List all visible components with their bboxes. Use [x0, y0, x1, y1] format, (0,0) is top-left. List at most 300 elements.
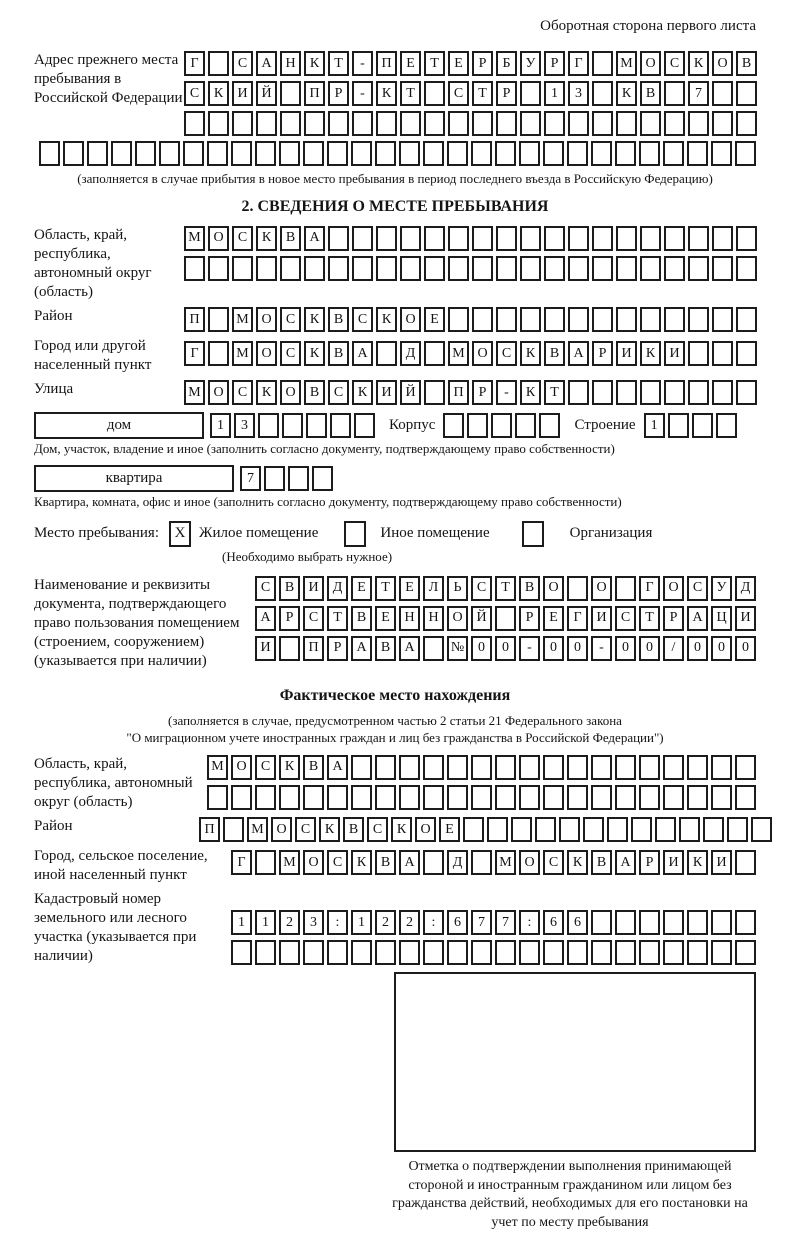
- char-box[interactable]: [664, 81, 685, 106]
- char-box[interactable]: [264, 466, 285, 491]
- char-box[interactable]: [424, 341, 445, 366]
- char-box[interactable]: [668, 413, 689, 438]
- char-box[interactable]: [735, 755, 756, 780]
- char-box[interactable]: К: [351, 850, 372, 875]
- char-box[interactable]: [711, 940, 732, 965]
- char-box[interactable]: [687, 785, 708, 810]
- char-box[interactable]: -: [352, 51, 373, 76]
- char-box[interactable]: О: [472, 341, 493, 366]
- cadastre-row-2[interactable]: [231, 940, 756, 965]
- char-box[interactable]: [399, 940, 420, 965]
- char-box[interactable]: Е: [375, 606, 396, 631]
- char-box[interactable]: [208, 256, 229, 281]
- char-box[interactable]: [208, 341, 229, 366]
- char-box[interactable]: Е: [400, 51, 421, 76]
- house-type-box[interactable]: дом: [34, 412, 204, 439]
- char-box[interactable]: [664, 380, 685, 405]
- char-box[interactable]: Т: [328, 51, 349, 76]
- char-box[interactable]: [615, 785, 636, 810]
- char-box[interactable]: К: [567, 850, 588, 875]
- char-box[interactable]: [184, 111, 205, 136]
- char-box[interactable]: [519, 785, 540, 810]
- char-box[interactable]: [567, 785, 588, 810]
- char-box[interactable]: [256, 256, 277, 281]
- char-box[interactable]: [664, 111, 685, 136]
- char-box[interactable]: [616, 380, 637, 405]
- korpus-boxes[interactable]: [443, 413, 560, 438]
- char-box[interactable]: Т: [400, 81, 421, 106]
- prev-address-row-2[interactable]: [184, 81, 757, 106]
- char-box[interactable]: Р: [328, 81, 349, 106]
- char-box[interactable]: В: [279, 576, 300, 601]
- char-box[interactable]: [255, 141, 276, 166]
- char-box[interactable]: Т: [472, 81, 493, 106]
- char-box[interactable]: П: [303, 636, 324, 661]
- char-box[interactable]: 1: [210, 413, 231, 438]
- char-box[interactable]: В: [280, 226, 301, 251]
- char-box[interactable]: -: [352, 81, 373, 106]
- cadastre-row-1[interactable]: [231, 910, 756, 935]
- char-box[interactable]: [280, 256, 301, 281]
- char-box[interactable]: [727, 817, 748, 842]
- char-box[interactable]: [327, 785, 348, 810]
- char-box[interactable]: К: [376, 81, 397, 106]
- char-box[interactable]: -: [496, 380, 517, 405]
- char-box[interactable]: Ц: [711, 606, 732, 631]
- char-box[interactable]: Г: [639, 576, 660, 601]
- char-box[interactable]: [688, 256, 709, 281]
- char-box[interactable]: [423, 940, 444, 965]
- char-box[interactable]: [615, 755, 636, 780]
- char-box[interactable]: [496, 307, 517, 332]
- char-box[interactable]: [183, 141, 204, 166]
- char-box[interactable]: И: [232, 81, 253, 106]
- char-box[interactable]: Д: [735, 576, 756, 601]
- char-box[interactable]: 0: [543, 636, 564, 661]
- char-box[interactable]: [607, 817, 628, 842]
- char-box[interactable]: Т: [639, 606, 660, 631]
- char-box[interactable]: О: [519, 850, 540, 875]
- char-box[interactable]: Е: [543, 606, 564, 631]
- char-box[interactable]: П: [376, 51, 397, 76]
- char-box[interactable]: [375, 755, 396, 780]
- char-box[interactable]: [736, 341, 757, 366]
- checkbox-residential[interactable]: X: [169, 521, 191, 547]
- char-box[interactable]: [303, 940, 324, 965]
- char-box[interactable]: В: [328, 307, 349, 332]
- char-box[interactable]: 2: [279, 910, 300, 935]
- char-box[interactable]: [736, 226, 757, 251]
- char-box[interactable]: Р: [472, 51, 493, 76]
- char-box[interactable]: [423, 755, 444, 780]
- char-box[interactable]: С: [184, 81, 205, 106]
- char-box[interactable]: [615, 910, 636, 935]
- char-box[interactable]: [351, 755, 372, 780]
- char-box[interactable]: [711, 141, 732, 166]
- char-box[interactable]: [400, 256, 421, 281]
- char-box[interactable]: [592, 380, 613, 405]
- char-box[interactable]: [495, 755, 516, 780]
- char-box[interactable]: [279, 141, 300, 166]
- char-box[interactable]: -: [519, 636, 540, 661]
- char-box[interactable]: Б: [496, 51, 517, 76]
- char-box[interactable]: [208, 51, 229, 76]
- char-box[interactable]: К: [256, 226, 277, 251]
- char-box[interactable]: [495, 141, 516, 166]
- char-box[interactable]: К: [687, 850, 708, 875]
- char-box[interactable]: [712, 341, 733, 366]
- char-box[interactable]: О: [663, 576, 684, 601]
- char-box[interactable]: [663, 910, 684, 935]
- char-box[interactable]: В: [544, 341, 565, 366]
- char-box[interactable]: [640, 256, 661, 281]
- char-box[interactable]: Р: [663, 606, 684, 631]
- char-box[interactable]: Е: [448, 51, 469, 76]
- char-box[interactable]: [639, 910, 660, 935]
- char-box[interactable]: О: [231, 755, 252, 780]
- char-box[interactable]: Т: [327, 606, 348, 631]
- char-box[interactable]: Т: [375, 576, 396, 601]
- char-box[interactable]: Ь: [447, 576, 468, 601]
- char-box[interactable]: [544, 226, 565, 251]
- char-box[interactable]: [351, 785, 372, 810]
- char-box[interactable]: Р: [496, 81, 517, 106]
- char-box[interactable]: [258, 413, 279, 438]
- char-box[interactable]: Г: [567, 606, 588, 631]
- char-box[interactable]: [471, 940, 492, 965]
- char-box[interactable]: [231, 940, 252, 965]
- char-box[interactable]: С: [255, 576, 276, 601]
- char-box[interactable]: [663, 785, 684, 810]
- char-box[interactable]: С: [352, 307, 373, 332]
- char-box[interactable]: [375, 785, 396, 810]
- char-box[interactable]: М: [232, 307, 253, 332]
- char-box[interactable]: Р: [472, 380, 493, 405]
- char-box[interactable]: [736, 111, 757, 136]
- char-box[interactable]: М: [616, 51, 637, 76]
- char-box[interactable]: [616, 226, 637, 251]
- char-box[interactable]: 0: [639, 636, 660, 661]
- char-box[interactable]: [443, 413, 464, 438]
- char-box[interactable]: [539, 413, 560, 438]
- char-box[interactable]: [208, 307, 229, 332]
- char-box[interactable]: Т: [544, 380, 565, 405]
- char-box[interactable]: 0: [711, 636, 732, 661]
- char-box[interactable]: [663, 141, 684, 166]
- char-box[interactable]: [687, 141, 708, 166]
- char-box[interactable]: [487, 817, 508, 842]
- char-box[interactable]: Р: [519, 606, 540, 631]
- char-box[interactable]: :: [327, 910, 348, 935]
- char-box[interactable]: И: [255, 636, 276, 661]
- prev-address-row-1[interactable]: [184, 51, 757, 76]
- char-box[interactable]: К: [304, 341, 325, 366]
- char-box[interactable]: [735, 785, 756, 810]
- char-box[interactable]: [328, 226, 349, 251]
- char-box[interactable]: [207, 785, 228, 810]
- char-box[interactable]: [639, 755, 660, 780]
- char-box[interactable]: [471, 785, 492, 810]
- char-box[interactable]: [591, 940, 612, 965]
- char-box[interactable]: В: [519, 576, 540, 601]
- char-box[interactable]: Н: [280, 51, 301, 76]
- char-box[interactable]: [376, 256, 397, 281]
- char-box[interactable]: М: [184, 226, 205, 251]
- char-box[interactable]: [472, 226, 493, 251]
- char-box[interactable]: Н: [423, 606, 444, 631]
- char-box[interactable]: О: [271, 817, 292, 842]
- char-box[interactable]: [639, 940, 660, 965]
- char-box[interactable]: О: [543, 576, 564, 601]
- char-box[interactable]: [424, 226, 445, 251]
- char-box[interactable]: О: [208, 226, 229, 251]
- char-box[interactable]: [655, 817, 676, 842]
- char-box[interactable]: О: [256, 307, 277, 332]
- char-box[interactable]: [591, 141, 612, 166]
- char-box[interactable]: [712, 307, 733, 332]
- char-box[interactable]: [520, 81, 541, 106]
- char-box[interactable]: [664, 307, 685, 332]
- char-box[interactable]: :: [519, 910, 540, 935]
- char-box[interactable]: [639, 141, 660, 166]
- char-box[interactable]: И: [591, 606, 612, 631]
- char-box[interactable]: [735, 141, 756, 166]
- char-box[interactable]: 6: [447, 910, 468, 935]
- char-box[interactable]: В: [303, 755, 324, 780]
- char-box[interactable]: 0: [687, 636, 708, 661]
- char-box[interactable]: [688, 111, 709, 136]
- char-box[interactable]: [736, 256, 757, 281]
- char-box[interactable]: [279, 785, 300, 810]
- char-box[interactable]: [688, 380, 709, 405]
- char-box[interactable]: О: [303, 850, 324, 875]
- char-box[interactable]: [304, 256, 325, 281]
- char-box[interactable]: [591, 910, 612, 935]
- char-box[interactable]: Т: [424, 51, 445, 76]
- char-box[interactable]: [544, 307, 565, 332]
- char-box[interactable]: [567, 940, 588, 965]
- char-box[interactable]: У: [520, 51, 541, 76]
- char-box[interactable]: [375, 940, 396, 965]
- char-box[interactable]: С: [471, 576, 492, 601]
- char-box[interactable]: [687, 755, 708, 780]
- char-box[interactable]: [567, 141, 588, 166]
- char-box[interactable]: Д: [400, 341, 421, 366]
- char-box[interactable]: [716, 413, 737, 438]
- char-box[interactable]: [399, 755, 420, 780]
- char-box[interactable]: [330, 413, 351, 438]
- char-box[interactable]: [495, 940, 516, 965]
- char-box[interactable]: [736, 81, 757, 106]
- char-box[interactable]: [424, 256, 445, 281]
- char-box[interactable]: [711, 755, 732, 780]
- char-box[interactable]: [736, 307, 757, 332]
- char-box[interactable]: А: [304, 226, 325, 251]
- char-box[interactable]: [568, 111, 589, 136]
- char-box[interactable]: [592, 256, 613, 281]
- char-box[interactable]: К: [616, 81, 637, 106]
- char-box[interactable]: И: [664, 341, 685, 366]
- char-box[interactable]: [615, 576, 636, 601]
- char-box[interactable]: [711, 785, 732, 810]
- char-box[interactable]: М: [448, 341, 469, 366]
- char-box[interactable]: А: [568, 341, 589, 366]
- char-box[interactable]: [640, 226, 661, 251]
- char-box[interactable]: [463, 817, 484, 842]
- document-row-1[interactable]: [255, 576, 756, 601]
- char-box[interactable]: [543, 755, 564, 780]
- char-box[interactable]: [520, 226, 541, 251]
- char-box[interactable]: [472, 111, 493, 136]
- house-number-boxes[interactable]: [210, 413, 375, 438]
- char-box[interactable]: О: [280, 380, 301, 405]
- char-box[interactable]: А: [351, 636, 372, 661]
- char-box[interactable]: [159, 141, 180, 166]
- char-box[interactable]: 2: [375, 910, 396, 935]
- char-box[interactable]: 1: [231, 910, 252, 935]
- char-box[interactable]: [591, 785, 612, 810]
- char-box[interactable]: У: [711, 576, 732, 601]
- char-box[interactable]: [496, 226, 517, 251]
- char-box[interactable]: О: [400, 307, 421, 332]
- char-box[interactable]: [232, 111, 253, 136]
- char-box[interactable]: С: [328, 380, 349, 405]
- char-box[interactable]: В: [351, 606, 372, 631]
- char-box[interactable]: [711, 910, 732, 935]
- char-box[interactable]: [304, 111, 325, 136]
- char-box[interactable]: [328, 111, 349, 136]
- char-box[interactable]: С: [448, 81, 469, 106]
- char-box[interactable]: С: [232, 380, 253, 405]
- char-box[interactable]: [712, 111, 733, 136]
- checkbox-other-premises[interactable]: [344, 521, 366, 547]
- char-box[interactable]: [736, 380, 757, 405]
- char-box[interactable]: [255, 940, 276, 965]
- char-box[interactable]: [615, 940, 636, 965]
- char-box[interactable]: [351, 141, 372, 166]
- char-box[interactable]: К: [376, 307, 397, 332]
- char-box[interactable]: [423, 785, 444, 810]
- char-box[interactable]: К: [304, 51, 325, 76]
- char-box[interactable]: [223, 817, 244, 842]
- char-box[interactable]: А: [399, 636, 420, 661]
- char-box[interactable]: [520, 111, 541, 136]
- char-box[interactable]: [423, 141, 444, 166]
- char-box[interactable]: №: [447, 636, 468, 661]
- char-box[interactable]: О: [640, 51, 661, 76]
- char-box[interactable]: [424, 380, 445, 405]
- char-box[interactable]: П: [304, 81, 325, 106]
- char-box[interactable]: С: [280, 341, 301, 366]
- char-box[interactable]: [735, 940, 756, 965]
- char-box[interactable]: [39, 141, 60, 166]
- char-box[interactable]: [375, 141, 396, 166]
- char-box[interactable]: К: [279, 755, 300, 780]
- char-box[interactable]: Й: [471, 606, 492, 631]
- char-box[interactable]: [712, 380, 733, 405]
- char-box[interactable]: В: [375, 636, 396, 661]
- char-box[interactable]: Т: [495, 576, 516, 601]
- char-box[interactable]: С: [543, 850, 564, 875]
- prev-address-row-4[interactable]: [39, 141, 756, 166]
- char-box[interactable]: И: [663, 850, 684, 875]
- char-box[interactable]: И: [376, 380, 397, 405]
- char-box[interactable]: [751, 817, 772, 842]
- char-box[interactable]: 0: [615, 636, 636, 661]
- char-box[interactable]: /: [663, 636, 684, 661]
- char-box[interactable]: [640, 380, 661, 405]
- char-box[interactable]: [520, 256, 541, 281]
- char-box[interactable]: [111, 141, 132, 166]
- char-box[interactable]: 7: [471, 910, 492, 935]
- char-box[interactable]: А: [255, 606, 276, 631]
- char-box[interactable]: [352, 111, 373, 136]
- char-box[interactable]: [303, 141, 324, 166]
- char-box[interactable]: [448, 256, 469, 281]
- char-box[interactable]: [639, 785, 660, 810]
- char-box[interactable]: [232, 256, 253, 281]
- prev-address-row-3[interactable]: [184, 111, 757, 136]
- char-box[interactable]: [495, 785, 516, 810]
- char-box[interactable]: С: [280, 307, 301, 332]
- char-box[interactable]: Е: [424, 307, 445, 332]
- char-box[interactable]: П: [448, 380, 469, 405]
- char-box[interactable]: [400, 111, 421, 136]
- apartment-number-boxes[interactable]: [240, 466, 333, 491]
- char-box[interactable]: [399, 141, 420, 166]
- char-box[interactable]: [255, 850, 276, 875]
- char-box[interactable]: А: [352, 341, 373, 366]
- char-box[interactable]: [567, 755, 588, 780]
- char-box[interactable]: [664, 256, 685, 281]
- char-box[interactable]: А: [399, 850, 420, 875]
- char-box[interactable]: [511, 817, 532, 842]
- char-box[interactable]: О: [712, 51, 733, 76]
- char-box[interactable]: [615, 141, 636, 166]
- char-box[interactable]: Д: [447, 850, 468, 875]
- char-box[interactable]: [496, 111, 517, 136]
- char-box[interactable]: [399, 785, 420, 810]
- char-box[interactable]: [519, 141, 540, 166]
- char-box[interactable]: 1: [255, 910, 276, 935]
- char-box[interactable]: Г: [568, 51, 589, 76]
- char-box[interactable]: С: [496, 341, 517, 366]
- city-row[interactable]: [184, 341, 757, 366]
- actual-district-row[interactable]: [199, 817, 772, 842]
- char-box[interactable]: [616, 307, 637, 332]
- char-box[interactable]: Р: [327, 636, 348, 661]
- char-box[interactable]: Г: [184, 51, 205, 76]
- char-box[interactable]: [640, 307, 661, 332]
- char-box[interactable]: [687, 910, 708, 935]
- char-box[interactable]: [327, 940, 348, 965]
- char-box[interactable]: [87, 141, 108, 166]
- char-box[interactable]: [568, 307, 589, 332]
- char-box[interactable]: 1: [644, 413, 665, 438]
- char-box[interactable]: [559, 817, 580, 842]
- char-box[interactable]: [354, 413, 375, 438]
- char-box[interactable]: 7: [688, 81, 709, 106]
- char-box[interactable]: [664, 226, 685, 251]
- char-box[interactable]: К: [640, 341, 661, 366]
- char-box[interactable]: К: [520, 380, 541, 405]
- char-box[interactable]: [712, 256, 733, 281]
- char-box[interactable]: [543, 940, 564, 965]
- char-box[interactable]: С: [327, 850, 348, 875]
- char-box[interactable]: М: [279, 850, 300, 875]
- char-box[interactable]: 0: [471, 636, 492, 661]
- char-box[interactable]: 3: [234, 413, 255, 438]
